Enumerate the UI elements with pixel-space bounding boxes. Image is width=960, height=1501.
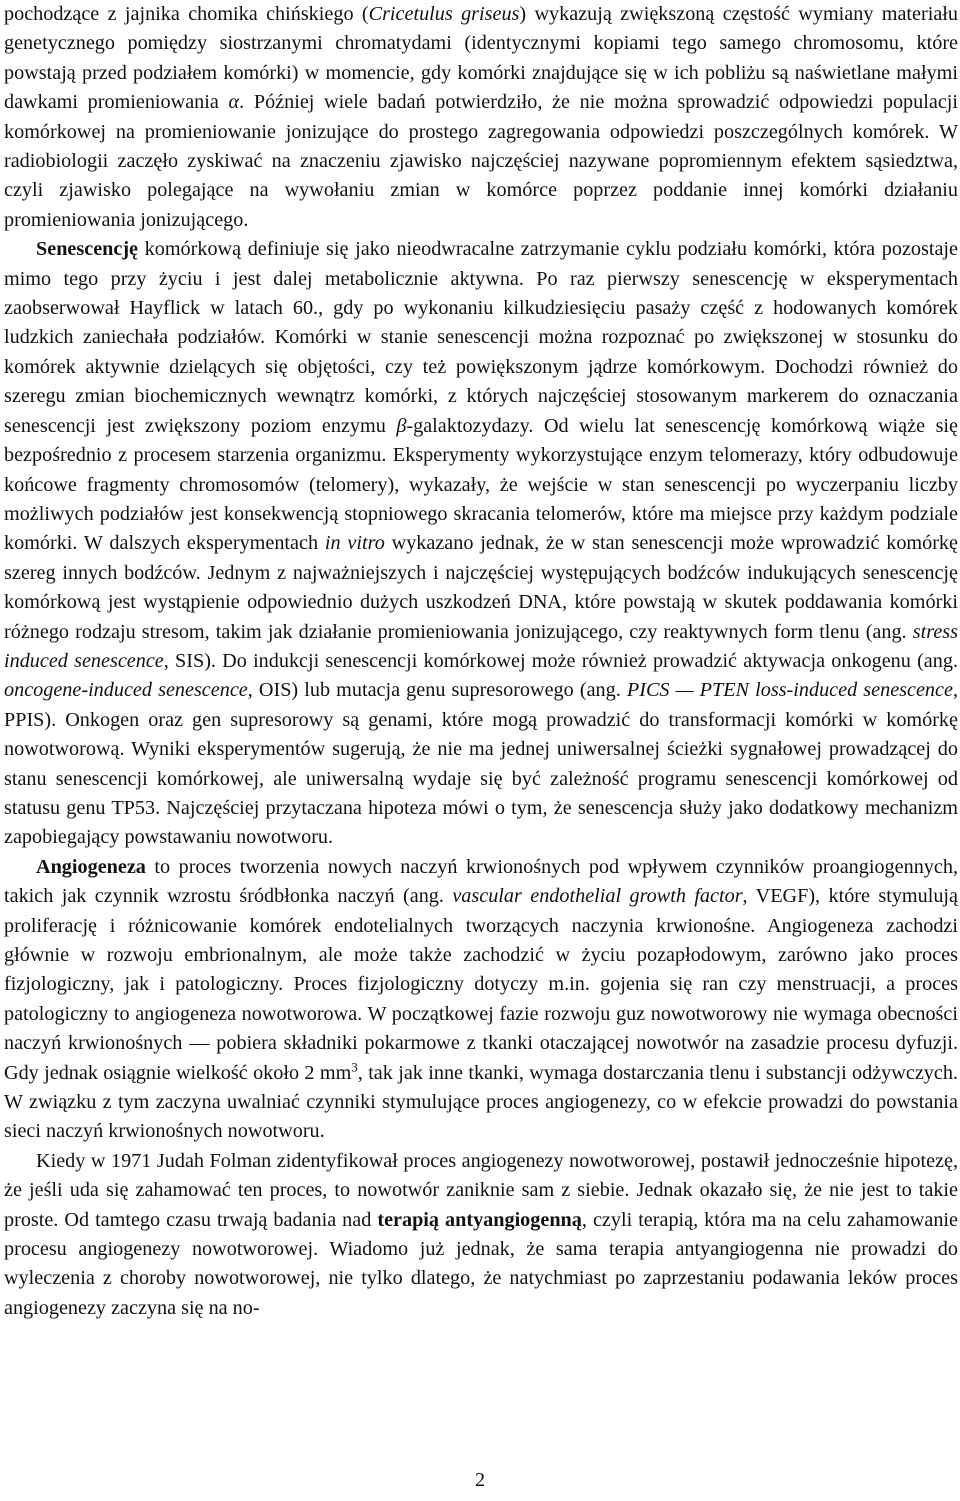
text-segment: wykazano jednak, że w stan senescencji może wprowadzić komórkę szereg innych bodźców. Jednym z najważniejszych i najczęściej występujących bodźców indukujących senescencję komórkową jest wystąpienie odpowiednio dużych uszkodzeń DNA, które powstają w skutek poddawania komórki różnego rodzaju stresom, takim jak działanie promieniowania jonizującego, czy reaktywnych form tlenu (ang. [4,532,958,643]
text-segment: , SIS). Do indukcji senescencji komórkowej może również prowadzić aktywacja onkogenu (ang. [163,649,958,672]
alpha-symbol: α [228,91,240,114]
text-segment: to proces tworzenia nowych naczyń krwionośnych pod wpływem czynników proangiogennych, takich jak czynnik wzrostu śródbłonka naczyń (ang. [4,855,958,908]
text-segment: , tak jak inne tkanki, wymaga dostarczania tlenu i substancji odżywczych. W związku z tym zaczyna uwalniać czynniki stymulujące proces angiogenezy, co w efekcie prowadzi do powstania sieci naczyń krwionośnych nowotworu. [4,1061,958,1143]
text-segment: . Później wiele badań potwierdziło, że nie można sprowadzić odpowiedzi populacji komórkowej na promieniowanie jonizujące do prostego zagregowania odpowiedzi poszczególnych komórek. W radiobiologii zaczęło zyskiwać na znaczeniu zjawisko najczęściej nazywane popromiennym efektem sąsiedztwa, czyli zjawisko polegające na wywołaniu zmian w komórce poprzez poddanie innej komórki działaniu promieniowania jonizującego. [4,91,958,231]
text-segment: komórkową definiuje się jako nieodwracalne zatrzymanie cyklu podziału komórki, która pozostaje mimo tego przy życiu i jest dalej metabolicznie aktywna. Po raz pierwszy senescencję w eksperymentach zaobserwował Hayflick w latach 60., gdy po wykonaniu kilkudziesięciu pasaży część z hodowanych komórek ludzkich zaniechała podziałów. Komórki w stanie senescencji można rozpoznać po zwiększonej w stosunku do komórek aktywnie dzielących się objętości, czy też powiększonym jądrze komórkowym. Dochodzi również do szeregu zmian biochemicznych wewnątrz komórki, z których najczęściej stosowanym markerem do oznaczania senescencji jest zwiększony poziom enzymu [4,238,958,437]
text-segment: pochodzące z jajnika chomika chińskiego ( [4,3,369,25]
paragraph-angiogenesis [4,853,958,1147]
ppis-term: PICS — PTEN loss-induced senescence [626,679,953,702]
paragraph-radiobiology [4,0,958,235]
text-segment: ) wykazują zwiększoną częstość wymiany materiału genetycznego pomiędzy siostrzanymi chromatydami (identycznymi kopiami tego samego chromosomu, które powstają przed podziałem komórki) w momencie, gdy komórki znajdujące się w ich pobliżu są naświetlane małymi dawkami promieniowania [4,3,958,114]
text-segment: -galaktozydazy. Od wielu lat senescencję komórkową wiąże się bezpośrednio z procesem starzenia organizmu. Eksperymenty wykorzystujące enzym telomerazy, który odbudowuje końcowe fragmenty chromosomów (telomery), wykazały, że wejście w stan senescencji po wyczerpaniu liczby możliwych podziałów jest konsekwencją stopniowego skracania telomerów, które ma miejsce przy każdym podziale komórki. W dalszych eksperymentach [4,414,958,555]
document-page [4,0,958,1323]
in-vitro-term: in vitro [324,532,385,555]
paragraph-antiangiogenic-therapy [4,1147,958,1323]
species-name: Cricetulus griseus [368,3,520,25]
text-segment: , OIS) lub mutacja genu supresorowego (ang. [247,679,627,702]
vegf-term: vascular endothelial growth factor [452,885,743,908]
page-number: 2 [474,1469,486,1491]
text-segment: , VEGF), które stymulują proliferację i różnicowanie komórek endotelialnych tworzących naczynia krwionośne. Angiogeneza zachodzi głównie w rozwoju embrionalnym, ale może także zachodzić w życiu pozapłodowym, zarówno jako proces fizjologiczny, jak i patologiczny. Proces fizjologiczny dotyczy m.in. gojenia się ran czy menstruacji, a proces patologiczny to angiogeneza nowotworowa. W początkowej fazie rozwoju guz nowotworowy nie wymaga obecności naczyń krwionośnych — pobiera składniki pokarmowe z tkanki otaczającej nowotwór na zasadzie procesu dyfuzji. Gdy jednak osiągnie wielkość około 2 mm [4,885,958,1084]
sis-term: stress induced senescence [4,620,958,672]
term-senescence: Senescencję [36,238,139,261]
text-segment: Kiedy w 1971 Judah Folman zidentyfikował proces angiogenezy nowotworowej, postawił jednocześnie hipotezę, że jeśli uda się zahamować ten proces, to nowotwór zaniknie sam z siebie. Jednak okazało się, że nie jest to takie proste. Od tamtego czasu trwają badania nad [4,1149,958,1231]
beta-symbol: β [396,414,407,437]
paragraph-senescence [4,235,958,853]
text-segment: , PPIS). Onkogen oraz gen supresorowy są genami, które mogą prowadzić do transformacji komórki w komórkę nowotworową. Wyniki eksperymentów sugerują, że nie ma jednej uniwersalnej ścieżki sygnałowej prowadzącej do stanu senescencji komórkowej, ale uniwersalną wydaje się być zależność programu senescencji komórkowej od statusu genu TP53. Najczęściej przytaczana hipoteza mówi o tym, że senescencja służy jako dodatkowy mechanizm zapobiegający powstawaniu nowotworu. [4,679,958,849]
term-angiogenesis: Angiogeneza [36,855,146,878]
superscript-exponent: 3 [351,1058,358,1074]
ois-term: oncogene-induced senescence [4,679,248,702]
term-antiangiogenic-therapy: terapią antyangiogenną [377,1208,582,1231]
text-segment: , czyli terapią, która ma na celu zahamowanie procesu angiogenezy nowotworowej. Wiadomo już jednak, że sama terapia antyangiogenna nie prowadzi do wyleczenia z choroby nowotworowej, nie tylko dlatego, że natychmiast po zaprzestaniu podawania leków proces angiogenezy zaczyna się na no- [4,1208,958,1319]
